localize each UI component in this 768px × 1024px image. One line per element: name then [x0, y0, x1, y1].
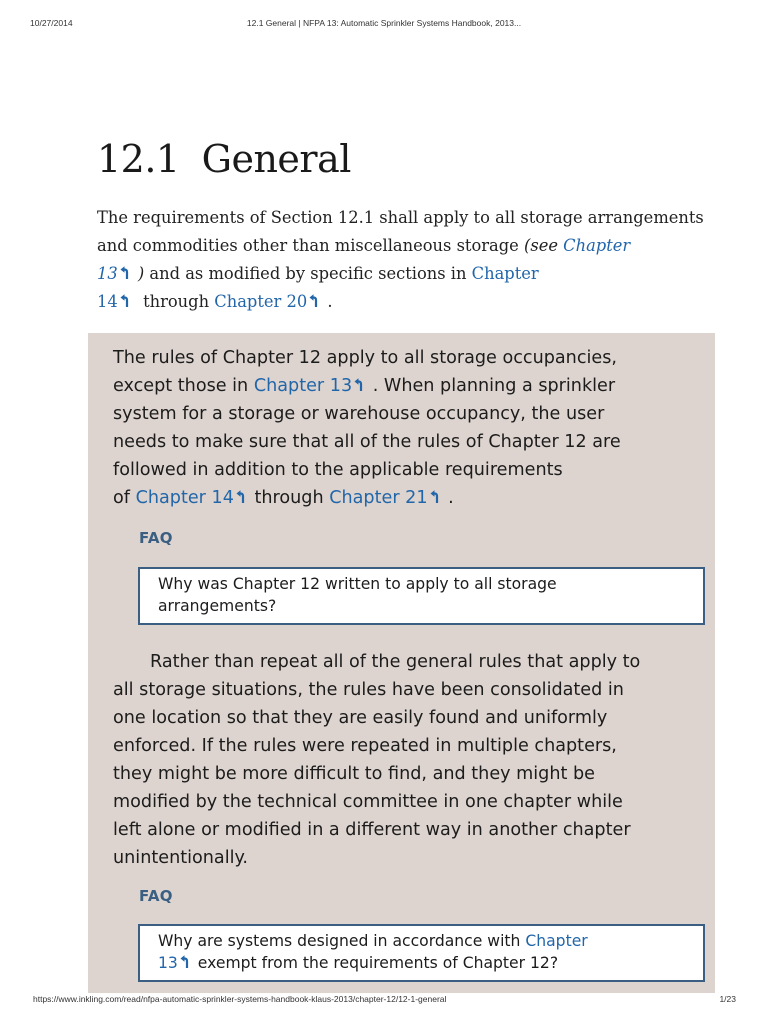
link-chapter-13-num[interactable]: 13: [97, 264, 118, 283]
requirement-line-2: [97, 232, 717, 260]
return-arrow-icon[interactable]: [354, 378, 365, 392]
commentary-line: [113, 484, 703, 512]
section-heading: [97, 137, 351, 181]
answer-line: they might be more difficult to find, and they might be: [113, 764, 595, 784]
answer-line: left alone or modified in a different way in another chapter: [113, 820, 631, 840]
commentary-line: [113, 372, 703, 400]
text-run: Why are systems designed in accordance with: [158, 932, 526, 950]
faq-answer: [113, 648, 713, 872]
commentary-box: [88, 333, 715, 993]
link-chapter-13-num[interactable]: 13: [158, 954, 178, 972]
faq-question-box: [138, 924, 705, 982]
text-run: and as modified by specific sections in: [144, 264, 472, 283]
answer-line: all storage situations, the rules have been consolidated in: [113, 680, 624, 700]
text-run: .: [442, 488, 454, 508]
text-run: through: [132, 292, 215, 311]
commentary-line: The rules of Chapter 12 apply to all storage occupancies,: [113, 348, 617, 368]
text-run: and commodities other than miscellaneous storage: [97, 236, 524, 255]
requirement-line-4: [97, 288, 717, 316]
commentary-line: needs to make sure that all of the rules of Chapter 12 are: [113, 432, 621, 452]
faq-label: FAQ: [139, 529, 173, 547]
answer-line: one location so that they are easily found and uniformly: [113, 708, 608, 728]
print-url: https://www.inkling.com/read/nfpa-automatic-sprinkler-systems-handbook-klaus-2013/chapter-12/12-1-general: [33, 994, 447, 1004]
link-chapter-13[interactable]: Chapter: [525, 932, 588, 950]
text-run: .: [322, 292, 333, 311]
faq-label: FAQ: [139, 887, 173, 905]
requirement-line-3: [97, 260, 717, 288]
commentary-line: system for a storage or warehouse occupancy, the user: [113, 404, 605, 424]
print-page-number: 1/23: [719, 994, 736, 1004]
link-chapter-14[interactable]: Chapter: [471, 264, 539, 283]
link-chapter-14-num[interactable]: 14: [97, 292, 118, 311]
return-arrow-icon[interactable]: [430, 490, 441, 504]
text-run: exempt from the requirements of Chapter 12?: [192, 954, 559, 972]
faq-question-line: arrangements?: [158, 597, 277, 615]
commentary-line: followed in addition to the applicable requirements: [113, 460, 563, 480]
answer-line: modified by the technical committee in one chapter while: [113, 792, 623, 812]
text-run: of: [113, 488, 136, 508]
faq-question-box: [138, 567, 705, 625]
return-arrow-icon[interactable]: [309, 294, 320, 308]
print-page-title: 12.1 General | NFPA 13: Automatic Sprinkler Systems Handbook, 2013...: [246, 18, 522, 28]
return-arrow-icon[interactable]: [120, 294, 131, 308]
link-chapter-13[interactable]: Chapter 13: [253, 376, 353, 396]
link-chapter-14[interactable]: Chapter 14: [135, 488, 234, 508]
print-date: 10/27/2014: [30, 18, 73, 28]
faq-question-line: Why was Chapter 12 written to apply to all storage: [158, 575, 557, 593]
commentary-paragraph: [113, 344, 703, 512]
text-run: . When planning a sprinkler: [367, 376, 616, 396]
see-text: (see: [524, 236, 564, 255]
return-arrow-icon[interactable]: [120, 266, 131, 280]
close-paren: ): [132, 264, 145, 283]
text-run: through: [248, 488, 330, 508]
requirement-line-1: The requirements of Section 12.1 shall apply to all storage arrangements: [97, 208, 704, 227]
requirement-paragraph: [97, 204, 717, 316]
text-run: except those in: [113, 376, 254, 396]
answer-line: enforced. If the rules were repeated in multiple chapters,: [113, 736, 617, 756]
faq-question-line: [158, 952, 691, 974]
link-chapter-13[interactable]: Chapter: [563, 236, 631, 255]
section-number: 12.1: [97, 137, 180, 181]
section-title: General: [201, 137, 351, 181]
link-chapter-21[interactable]: Chapter 21: [329, 488, 428, 508]
faq-question-line: [158, 930, 691, 952]
return-arrow-icon[interactable]: [180, 955, 191, 969]
answer-line: Rather than repeat all of the general rules that apply to: [150, 652, 641, 672]
link-chapter-20[interactable]: Chapter 20: [214, 292, 308, 311]
return-arrow-icon[interactable]: [236, 490, 247, 504]
answer-line: unintentionally.: [113, 848, 248, 868]
